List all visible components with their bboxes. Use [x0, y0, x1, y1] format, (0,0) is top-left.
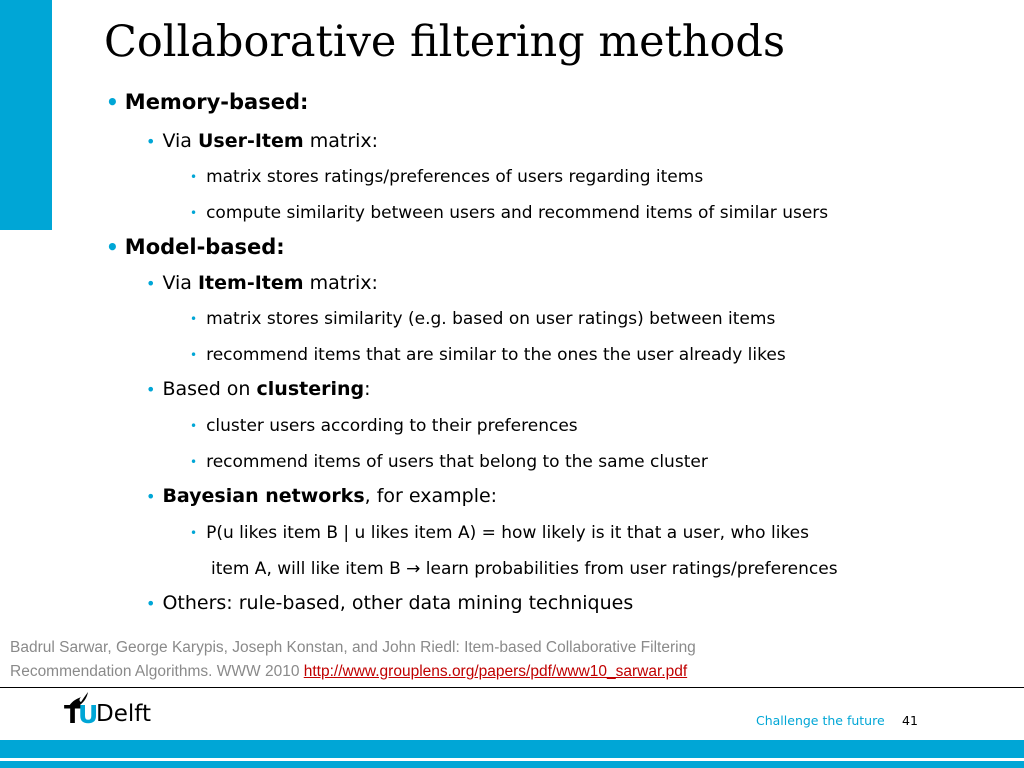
- logo-t: T: [64, 700, 82, 729]
- page-number: 41: [902, 713, 918, 728]
- bullet-icon: •: [146, 132, 156, 151]
- slide-title: Collaborative filtering methods: [104, 17, 786, 67]
- reference-link[interactable]: http://www.grouplens.org/papers/pdf/www10_sarwar.pdf: [303, 663, 688, 680]
- bullet-icon: •: [146, 487, 156, 506]
- accent-block: [0, 0, 52, 230]
- bullet-bn-1: • P(u likes item B | u likes item A) = how likely is it that a user, who likes: [190, 523, 809, 543]
- bullet-bn-1-continued: item A, will like item B → learn probabilities from user ratings/preferences: [211, 559, 838, 579]
- bullet-ui-1: • matrix stores ratings/preferences of users regarding items: [190, 167, 704, 187]
- bullet-icon: •: [190, 170, 198, 184]
- bullet-ii-1: • matrix stores similarity (e.g. based on user ratings) between items: [190, 309, 776, 329]
- bullet-ii-2: • recommend items that are similar to the ones the user already likes: [190, 345, 786, 365]
- bullet-clustering: • Based on clustering:: [146, 378, 371, 400]
- bullet-via-item-item: • Via Item-Item matrix:: [146, 272, 378, 294]
- footer-band-thin: [0, 761, 1024, 768]
- bullet-cl-2: • recommend items of users that belong to the same cluster: [190, 452, 708, 472]
- bullet-memory-based: • Memory-based:: [106, 90, 309, 114]
- bullet-icon: •: [190, 419, 198, 433]
- bullet-icon: •: [106, 90, 119, 114]
- bullet-ui-2: • compute similarity between users and recommend items of similar users: [190, 203, 829, 223]
- tu-delft-logo: [64, 692, 184, 734]
- arrow-right-icon: →: [406, 559, 421, 579]
- bullet-icon: •: [146, 594, 156, 613]
- bullet-model-based: • Model-based:: [106, 235, 285, 259]
- reference: [10, 636, 696, 684]
- logo-delft: Delft: [96, 701, 151, 727]
- bullet-icon: •: [146, 380, 156, 399]
- reference-line-2: Recommendation Algorithms. WWW 2010 http://www.grouplens.org/papers/pdf/www10_sarwar.pdf: [10, 663, 688, 680]
- bullet-icon: •: [106, 235, 119, 259]
- reference-line-1: Badrul Sarwar, George Karypis, Joseph Konstan, and John Riedl: Item-based Collaborative Filtering: [10, 639, 696, 656]
- bullet-others: • Others: rule-based, other data mining techniques: [146, 592, 634, 614]
- bullet-icon: •: [146, 274, 156, 293]
- bullet-cl-1: • cluster users according to their preferences: [190, 416, 578, 436]
- bullet-icon: •: [190, 348, 198, 362]
- logo-u: U: [78, 700, 99, 729]
- tagline: Challenge the future: [756, 713, 885, 728]
- bullet-via-user-item: • Via User-Item matrix:: [146, 130, 379, 152]
- footer-band: [0, 740, 1024, 758]
- footer-divider: [0, 687, 1024, 688]
- bullet-icon: •: [190, 526, 198, 540]
- bullet-icon: •: [190, 455, 198, 469]
- bullet-icon: •: [190, 206, 198, 220]
- bullet-icon: •: [190, 312, 198, 326]
- bullet-bayesian: • Bayesian networks, for example:: [146, 485, 498, 507]
